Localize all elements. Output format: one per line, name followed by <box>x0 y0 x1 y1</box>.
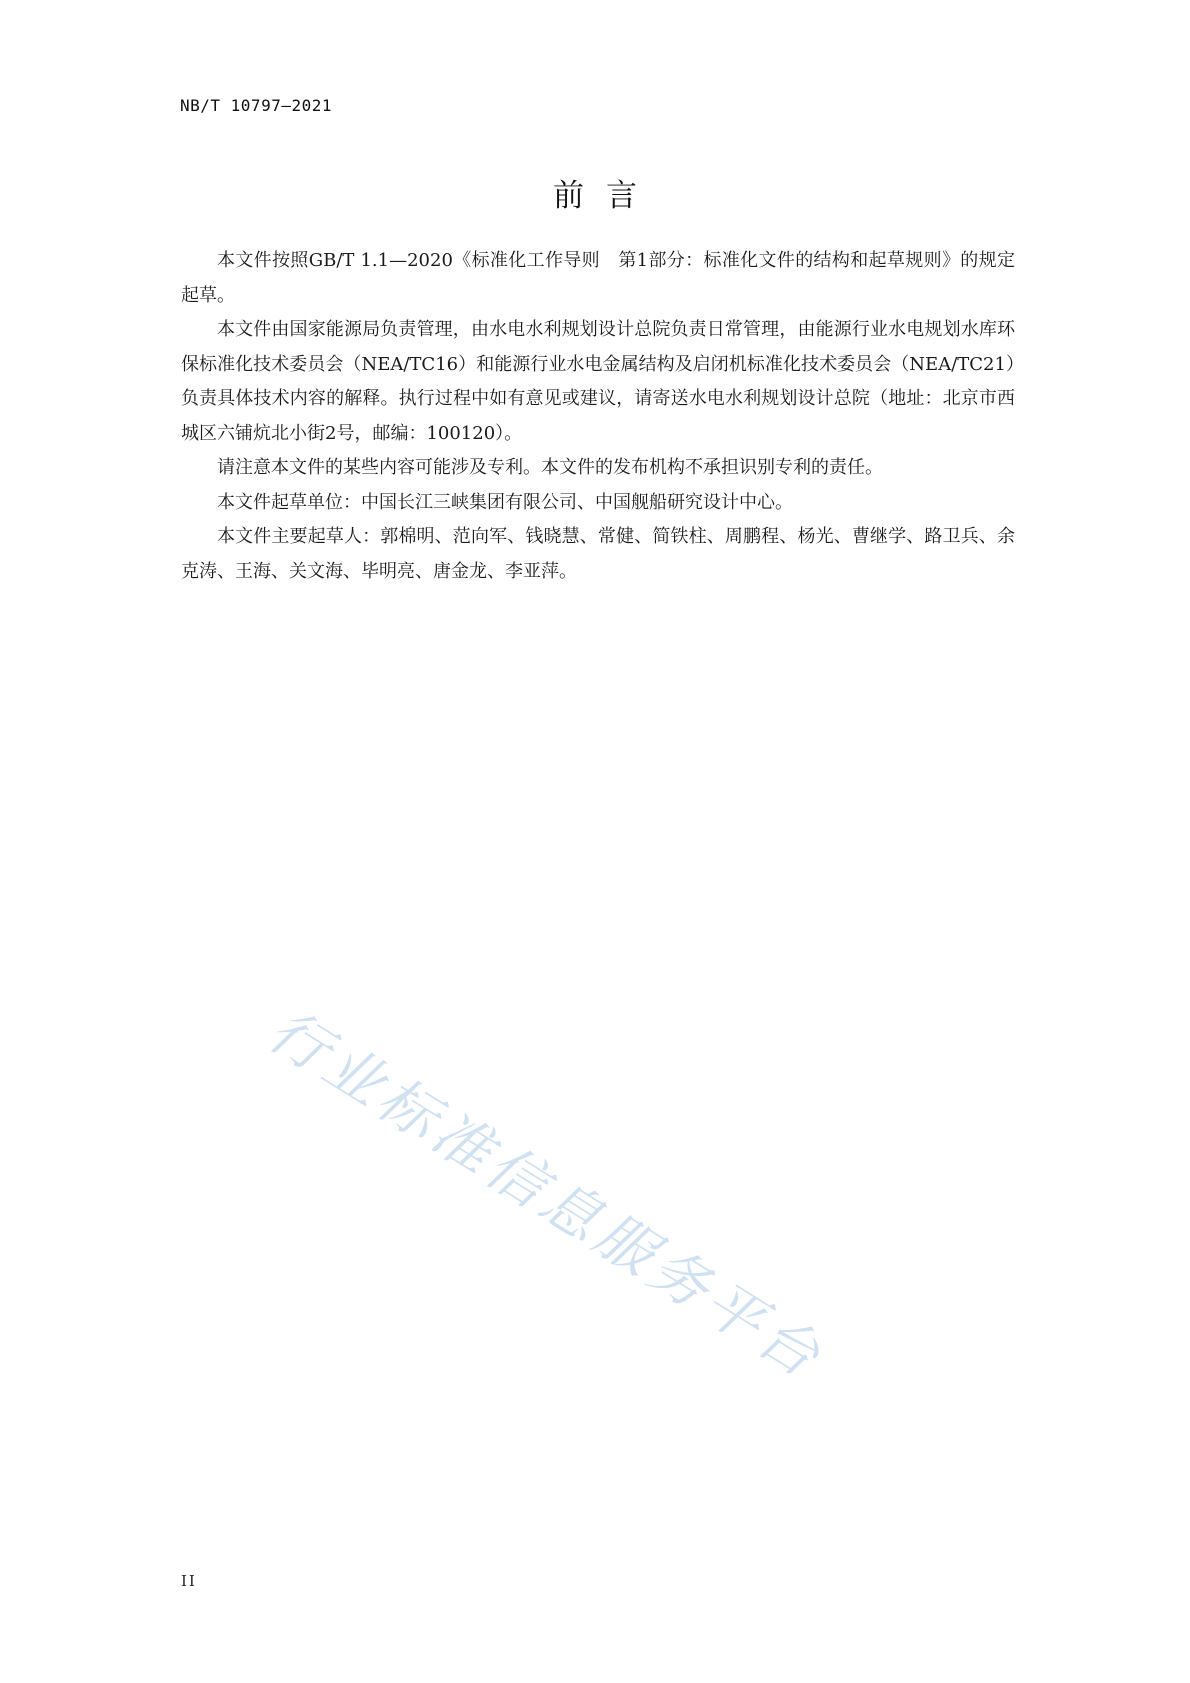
paragraph-drafters: 本文件主要起草人：郭棉明、范向军、钱晓慧、常健、简铁柱、周鹏程、杨光、曹继学、路卫兵、余克涛、王海、关文海、毕明亮、唐金龙、李亚萍。 <box>181 526 1015 582</box>
page-number: II <box>181 1572 197 1590</box>
paragraph-drafting-rules: 本文件按照GB/T 1.1—2020《标准化工作导则 第1部分：标准化文件的结构和起草规则》的规定起草。 <box>181 250 1015 306</box>
watermark: 行业标准信息服务平台 <box>257 996 836 1393</box>
page-title: 前言 <box>553 178 659 214</box>
document-code: NB/T 10797—2021 <box>180 96 332 115</box>
paragraph-patent-notice: 请注意本文件的某些内容可能涉及专利。本文件的发布机构不承担识别专利的责任。 <box>217 457 883 478</box>
paragraph-management: 本文件由国家能源局负责管理，由水电水利规划设计总院负责日常管理，由能源行业水电规划水库环保标准化技术委员会（NEA/TC16）和能源行业水电金属结构及启闭机标准化技术委员会（NEA/TC21）负责具体技术内容的解释。执行过程中如有意见或建议，请寄送水电水利规划设计总院（地址：北京市西城区六铺炕北小街2号，邮编：100120）。 <box>181 319 1015 444</box>
preface-body <box>181 244 1015 589</box>
paragraph-drafting-units: 本文件起草单位：中国长江三峡集团有限公司、中国舰船研究设计中心。 <box>217 491 793 513</box>
